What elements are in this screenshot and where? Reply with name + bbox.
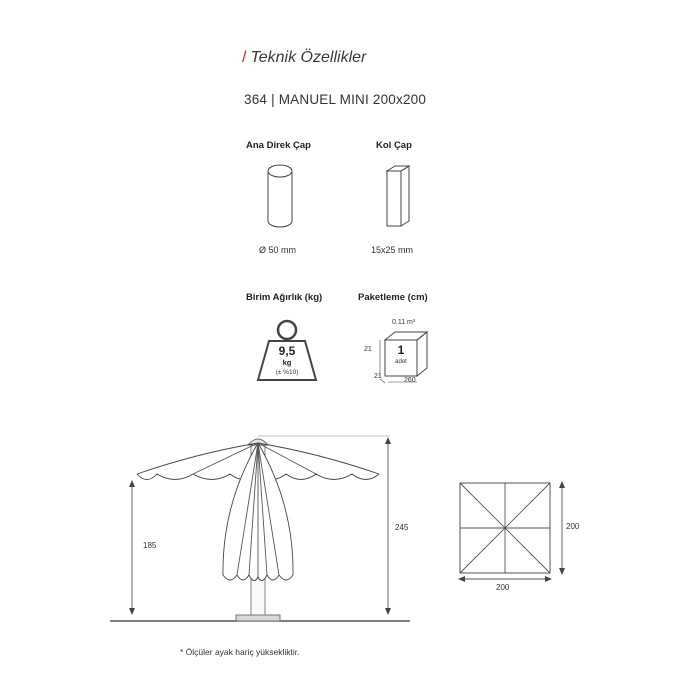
title-text: Teknik Özellikler [250,49,367,66]
arm-diameter-label: Kol Çap [376,140,412,151]
package-count-unit: adet [395,359,407,365]
total-height-label: 245 [395,523,409,532]
weight-tolerance: (± %10) [275,369,299,376]
arm-bar-icon [382,162,416,232]
section-title [242,49,366,67]
umbrella-top-view [455,478,580,588]
unit-weight-label: Birim Ağırlık (kg) [246,292,323,303]
pole-cylinder-icon [262,162,298,232]
title-slash: / [242,49,247,66]
canopy-depth-label: 200 [566,522,580,531]
arm-diameter-value: 15x25 mm [371,245,414,255]
packaging-label: Paketleme (cm) [358,292,428,303]
pole-diameter-value: Ø 50 mm [259,245,297,255]
package-depth: 21 [374,373,382,380]
package-volume: 0.11 m³ [392,319,416,326]
package-height: 21 [364,346,372,353]
canopy-width-label: 200 [496,583,510,592]
weight-unit: kg [282,358,292,367]
pole-diameter-label: Ana Direk Çap [246,140,311,151]
package-count: 1 [397,343,405,357]
footnote: * Ölçüler ayak hariç yüksekliktir. [180,647,300,657]
product-subtitle: 364 | MANUEL MINI 200x200 [244,92,427,107]
umbrella-side-view [100,425,420,630]
clearance-height-label: 185 [143,541,157,550]
weight-value: 9,5 [278,344,296,358]
package-length: 260 [404,377,416,384]
